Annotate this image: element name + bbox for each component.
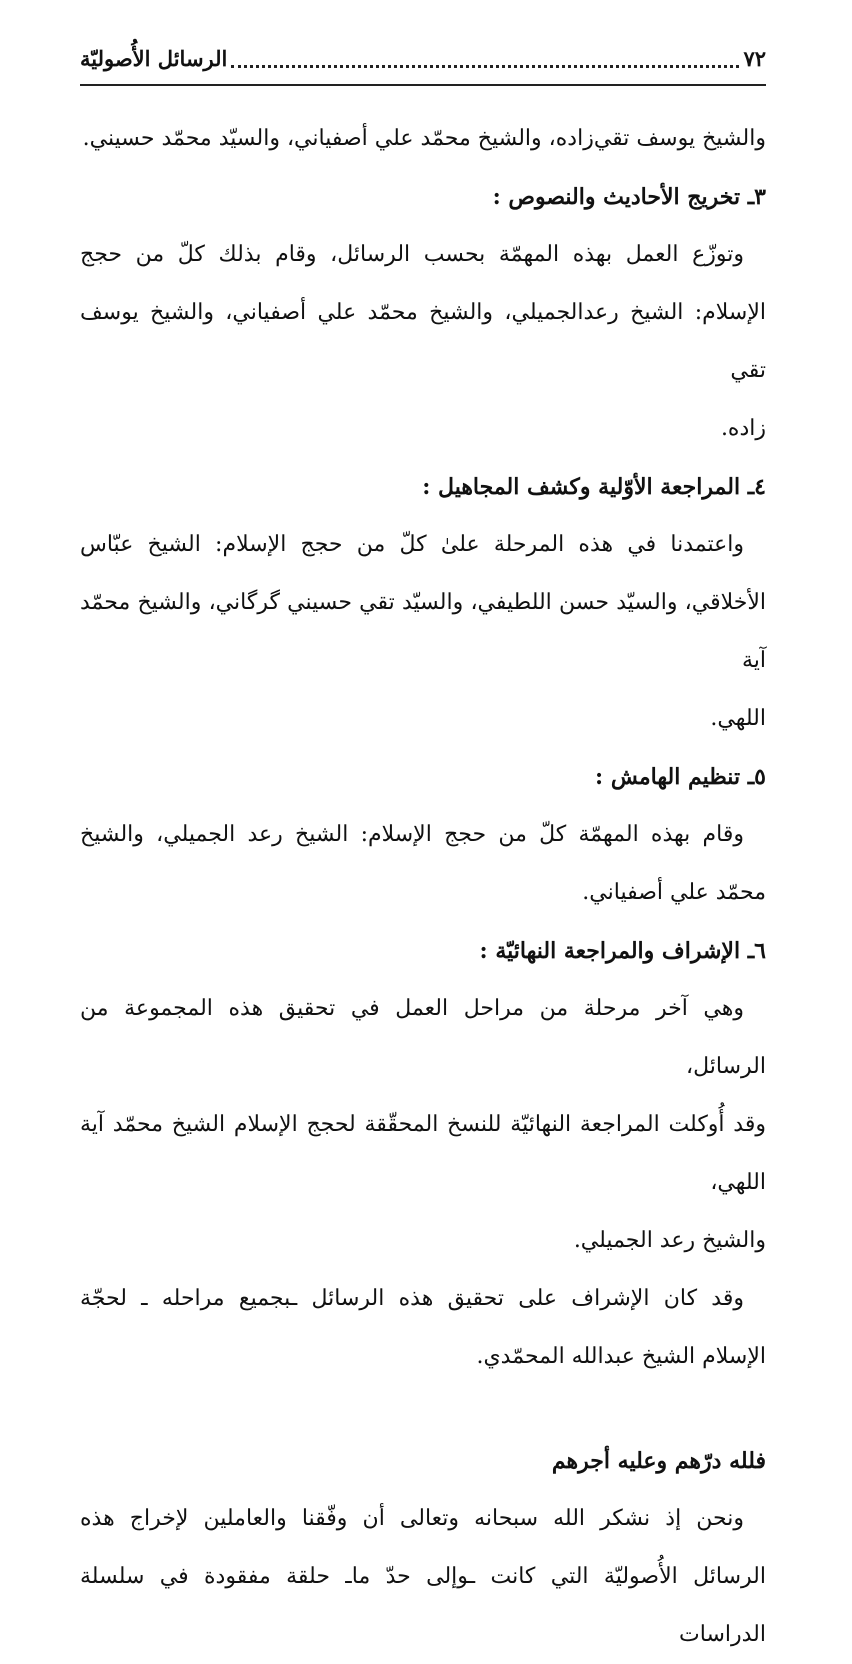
section-heading-4: ٤ـ المراجعة الأوّلية وكشف المجاهيل : <box>422 474 766 500</box>
paragraph-line: وهي آخر مرحلة من مراحل العمل في تحقيق هذه المجموعة من الرسائل، <box>80 996 766 1079</box>
paragraph-line: الإسلام الشيخ عبدالله المحمّدي. <box>476 1344 766 1369</box>
section-heading-3: ٣ـ تخريج الأحاديث والنصوص : <box>492 184 766 210</box>
paragraph-line: وتوزّع العمل بهذه المهمّة بحسب الرسائل، وقام بذلك كلّ من حجج <box>80 242 744 267</box>
paragraph-line: وقد كان الإشراف على تحقيق هذه الرسائل ـبجميع مراحله ـ لحجّة <box>80 1286 744 1311</box>
paragraph-line: واعتمدنا في هذه المرحلة علىٰ كلّ من حجج الإسلام: الشيخ عبّاس <box>80 532 744 557</box>
running-title: الرسائل الأُصوليّة <box>80 45 228 71</box>
header-rule <box>80 84 766 86</box>
page-header <box>80 38 766 78</box>
paragraph-line: زاده. <box>720 416 766 441</box>
paragraph-line: وقد أُوكلت المراجعة النهائيّة للنسخ المحقّقة لحجج الإسلام الشيخ محمّد آية اللهي، <box>80 1112 766 1195</box>
thanks-heading: فلله درّهم وعليه أجرهم <box>551 1448 766 1474</box>
paragraph-line: الرسائل الأُصوليّة التي كانت ـوإلى حدّ ماـ حلقة مفقودة في سلسلة الدراسات <box>80 1564 766 1647</box>
paragraph-line: الإسلام: الشيخ رعدالجميلي، والشيخ محمّد علي أصفياني، والشيخ يوسف تقي <box>80 300 766 383</box>
paragraph-line: والشيخ يوسف تقي‌زاده، والشيخ محمّد علي أصفياني، والسيّد محمّد حسيني. <box>82 126 766 151</box>
paragraph-line: والشيخ رعد الجميلي. <box>573 1228 766 1253</box>
section-heading-6: ٦ـ الإشراف والمراجعة النهائيّة : <box>479 938 766 964</box>
paragraph-line: محمّد علي أصفياني. <box>582 880 766 905</box>
page-number: ٧٢ <box>743 45 766 71</box>
page-body <box>80 110 766 1664</box>
paragraph-line: وقام بهذه المهمّة كلّ من حجج الإسلام: الشيخ رعد الجميلي، والشيخ <box>80 822 744 847</box>
header-dotted-leader <box>231 49 739 68</box>
paragraph-line: اللهي. <box>710 706 766 731</box>
section-gap <box>80 1386 766 1432</box>
paragraph-line: ونحن إذ نشكر الله سبحانه وتعالى أن وفّقنا والعاملين لإخراج هذه <box>80 1506 744 1531</box>
paragraph-line: الأخلاقي، والسيّد حسن اللطيفي، والسيّد تقي حسيني گرگاني، والشيخ محمّد آية <box>80 590 766 673</box>
section-heading-5: ٥ـ تنظيم الهامش : <box>595 764 766 790</box>
